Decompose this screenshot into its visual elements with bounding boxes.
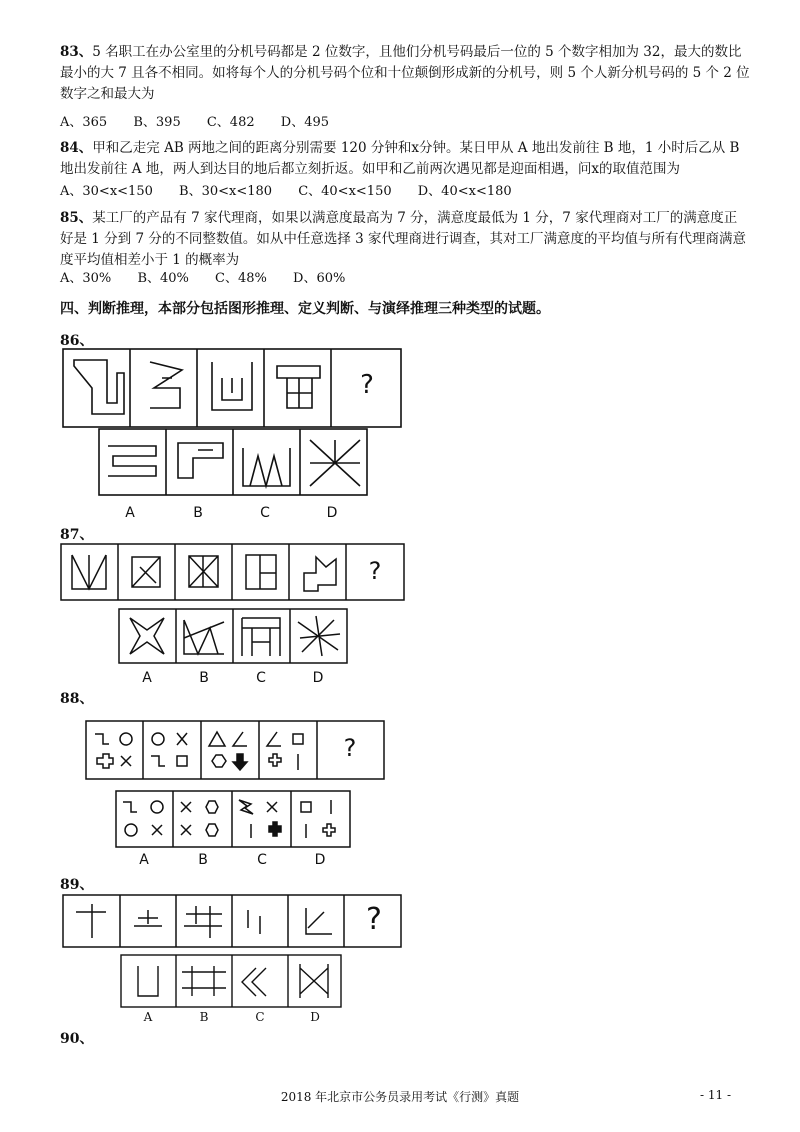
question-90-number: 90、 [60, 1031, 94, 1047]
option-b: B、30<x<180 [179, 184, 273, 199]
option-label-b: B [199, 1010, 209, 1024]
option-d: D、495 [280, 115, 330, 130]
option-label-c: C [260, 505, 270, 521]
option-label-b: B [193, 505, 203, 521]
option-d: D、60% [293, 271, 346, 286]
option-b: B、395 [133, 115, 181, 130]
question-number: 83、 [60, 44, 93, 60]
page-footer: 2018 年北京市公务员录用考试《行测》真题 [280, 1090, 520, 1104]
question-86-stem-figure [62, 348, 402, 428]
page-number: - 11 - [700, 1088, 732, 1102]
question-mark: ? [360, 370, 374, 400]
question-86-number: 86、 [60, 333, 94, 349]
option-label-d: D [310, 1010, 320, 1024]
option-label-a: A [143, 1010, 153, 1024]
question-89-number: 89、 [60, 877, 94, 893]
option-label-c: C [257, 852, 267, 868]
question-text: 某工厂的产品有 7 家代理商，如果以满意度最高为 7 分，满意度最低为 1 分，7 家代理商对工厂的满意度正好是 1 分到 7 分的不同整数值。如从中任意选择 3 家代理商进行调查，其对工厂满意度的平均值与所有代理商满意度平均值相差小于 1 的概率为 [60, 210, 747, 268]
option-label-a: A [139, 852, 149, 868]
question-87-options-figure [118, 608, 348, 664]
option-a: A、30% [60, 271, 112, 286]
question-mark: ? [368, 557, 382, 585]
question-text: 甲和乙走完 AB 两地之间的距离分别需要 120 分钟和x分钟。某日甲从 A 地出发前往 B 地，1 小时后乙从 B 地出发前往 A 地，两人到达目的地后都立刻折返。如甲和乙前两次遇见都是迎面相遇，问x的取值范围为 [60, 140, 740, 177]
option-label-b: B [198, 852, 208, 868]
question-84 [60, 138, 750, 180]
question-number: 84、 [60, 140, 93, 156]
option-label-a: A [125, 505, 135, 521]
option-a: A、365 [60, 115, 108, 130]
question-83 [60, 42, 750, 105]
question-89-stem-figure [62, 894, 402, 948]
option-label-d: D [326, 505, 338, 521]
option-d: D、40<x<180 [417, 184, 512, 199]
question-number: 85、 [60, 210, 93, 226]
option-c: C、40<x<150 [298, 184, 392, 199]
section-title: 四、判断推理，本部分包括图形推理、定义判断、与演绎推理三种类型的试题。 [60, 301, 550, 317]
question-84-options [60, 180, 534, 199]
option-b: B、40% [137, 271, 189, 286]
question-mark: ? [366, 902, 382, 937]
option-label-b: B [199, 670, 209, 686]
option-c: C、482 [206, 115, 255, 130]
option-label-c: C [256, 670, 266, 686]
option-c: C、48% [215, 271, 267, 286]
question-87-number: 87、 [60, 527, 94, 543]
question-86-options-figure [98, 428, 368, 496]
option-a: A、30<x<150 [60, 184, 153, 199]
question-88-stem-figure [85, 720, 385, 780]
question-85-options [60, 267, 367, 286]
question-text: 5 名职工在办公室里的分机号码都是 2 位数字，且他们分机号码最后一位的 5 个数字相加为 32，最大的数比最小的大 7 且各不相同。如将每个人的分机号码个位和十位颠倒形成新的分机号，则 5 个人新分机号码的 5 个 2 位数字之和最大为 [60, 44, 750, 102]
option-label-d: D [314, 852, 326, 868]
option-label-d: D [312, 670, 324, 686]
question-87-stem-figure [60, 543, 405, 601]
option-label-c: C [255, 1010, 265, 1024]
question-89-options-figure [120, 954, 342, 1008]
question-mark: ? [343, 734, 357, 762]
question-88-options-figure [115, 790, 351, 848]
question-83-options [60, 111, 351, 130]
question-85 [60, 208, 750, 271]
question-88-number: 88、 [60, 691, 94, 707]
option-label-a: A [142, 670, 152, 686]
